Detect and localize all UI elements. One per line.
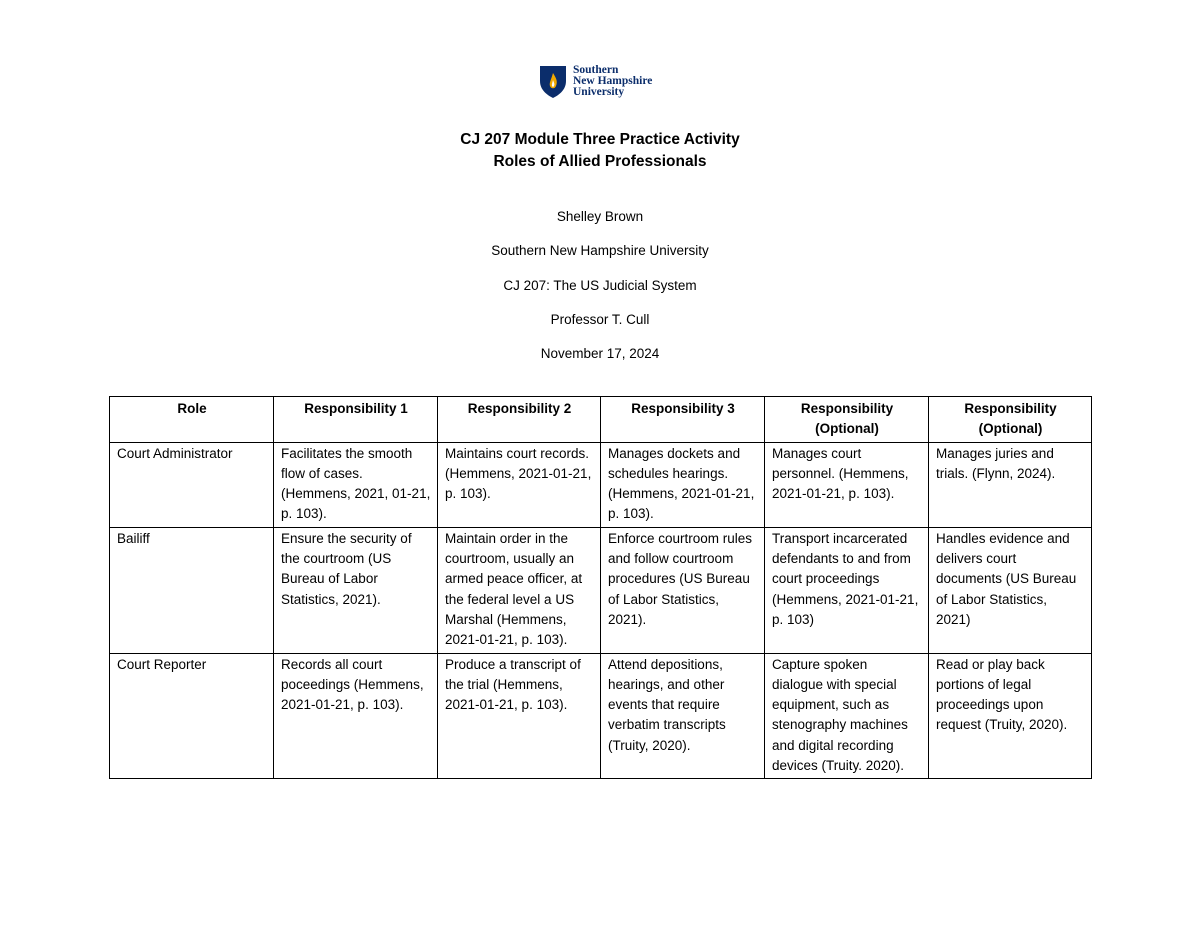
professor-name: Professor T. Cull: [550, 312, 650, 327]
header-responsibility-optional-2: Responsibility (Optional): [929, 397, 1092, 443]
table-row: [110, 653, 1092, 779]
logo-line-1: Southern: [573, 64, 619, 76]
header-responsibility-2: Responsibility 2: [438, 397, 601, 443]
flame-shield-icon: [539, 65, 567, 99]
table-cell: Transport incarcerated defendants to and from court proceedings (Hemmens, 2021-01-21, p. 103): [765, 527, 929, 653]
table-row: [110, 527, 1092, 653]
table-header-row: [110, 397, 1092, 443]
table-cell: Handles evidence and delivers court documents (US Bureau of Labor Statistics, 2021): [929, 527, 1092, 653]
document-date: November 17, 2024: [540, 346, 660, 361]
table-cell: Bailiff: [110, 527, 274, 653]
table-cell: Manages court personnel. (Hemmens, 2021-01-21, p. 103).: [765, 442, 929, 527]
table-row: [110, 442, 1092, 527]
institution-name: Southern New Hampshire University: [491, 243, 709, 258]
table-cell: Facilitates the smooth flow of cases. (Hemmens, 2021, 01-21, p. 103).: [274, 442, 438, 527]
title-line-2: Roles of Allied Professionals: [493, 153, 707, 170]
header-responsibility-3: Responsibility 3: [601, 397, 765, 443]
logo-wordmark: [573, 65, 652, 98]
title-line-1: CJ 207 Module Three Practice Activity: [460, 131, 740, 148]
table-cell: Manages juries and trials. (Flynn, 2024).: [929, 442, 1092, 527]
logo-line-3: University: [573, 86, 625, 98]
author-name: Shelley Brown: [556, 209, 644, 224]
university-logo: [539, 65, 652, 99]
table-cell: Ensure the security of the courtroom (US Bureau of Labor Statistics, 2021).: [274, 527, 438, 653]
table-cell: Court Administrator: [110, 442, 274, 527]
table-cell: Produce a transcript of the trial (Hemmens, 2021-01-21, p. 103).: [438, 653, 601, 779]
table-cell: Read or play back portions of legal proceedings upon request (Truity, 2020).: [929, 653, 1092, 779]
document-title: [0, 129, 1200, 173]
table-cell: Records all court poceedings (Hemmens, 2021-01-21, p. 103).: [274, 653, 438, 779]
table-cell: Enforce courtroom rules and follow courtroom procedures (US Bureau of Labor Statistics, 2021).: [601, 527, 765, 653]
header-role: Role: [110, 397, 274, 443]
course-name: CJ 207: The US Judicial System: [503, 278, 697, 293]
header-responsibility-1: Responsibility 1: [274, 397, 438, 443]
logo-line-2: New Hampshire: [573, 75, 653, 87]
roles-table: [109, 396, 1092, 779]
table-cell: Maintain order in the courtroom, usually an armed peace officer, at the federal level a US Marshal (Hemmens, 2021-01-21, p. 103).: [438, 527, 601, 653]
table-cell: Maintains court records. (Hemmens, 2021-01-21, p. 103).: [438, 442, 601, 527]
table-cell: Court Reporter: [110, 653, 274, 779]
table-cell: Manages dockets and schedules hearings. (Hemmens, 2021-01-21, p. 103).: [601, 442, 765, 527]
table-cell: Attend depositions, hearings, and other events that require verbatim transcripts (Truity, 2020).: [601, 653, 765, 779]
table-cell: Capture spoken dialogue with special equipment, such as stenography machines and digital recording devices (Truity. 2020).: [765, 653, 929, 779]
header-responsibility-optional-1: Responsibility (Optional): [765, 397, 929, 443]
